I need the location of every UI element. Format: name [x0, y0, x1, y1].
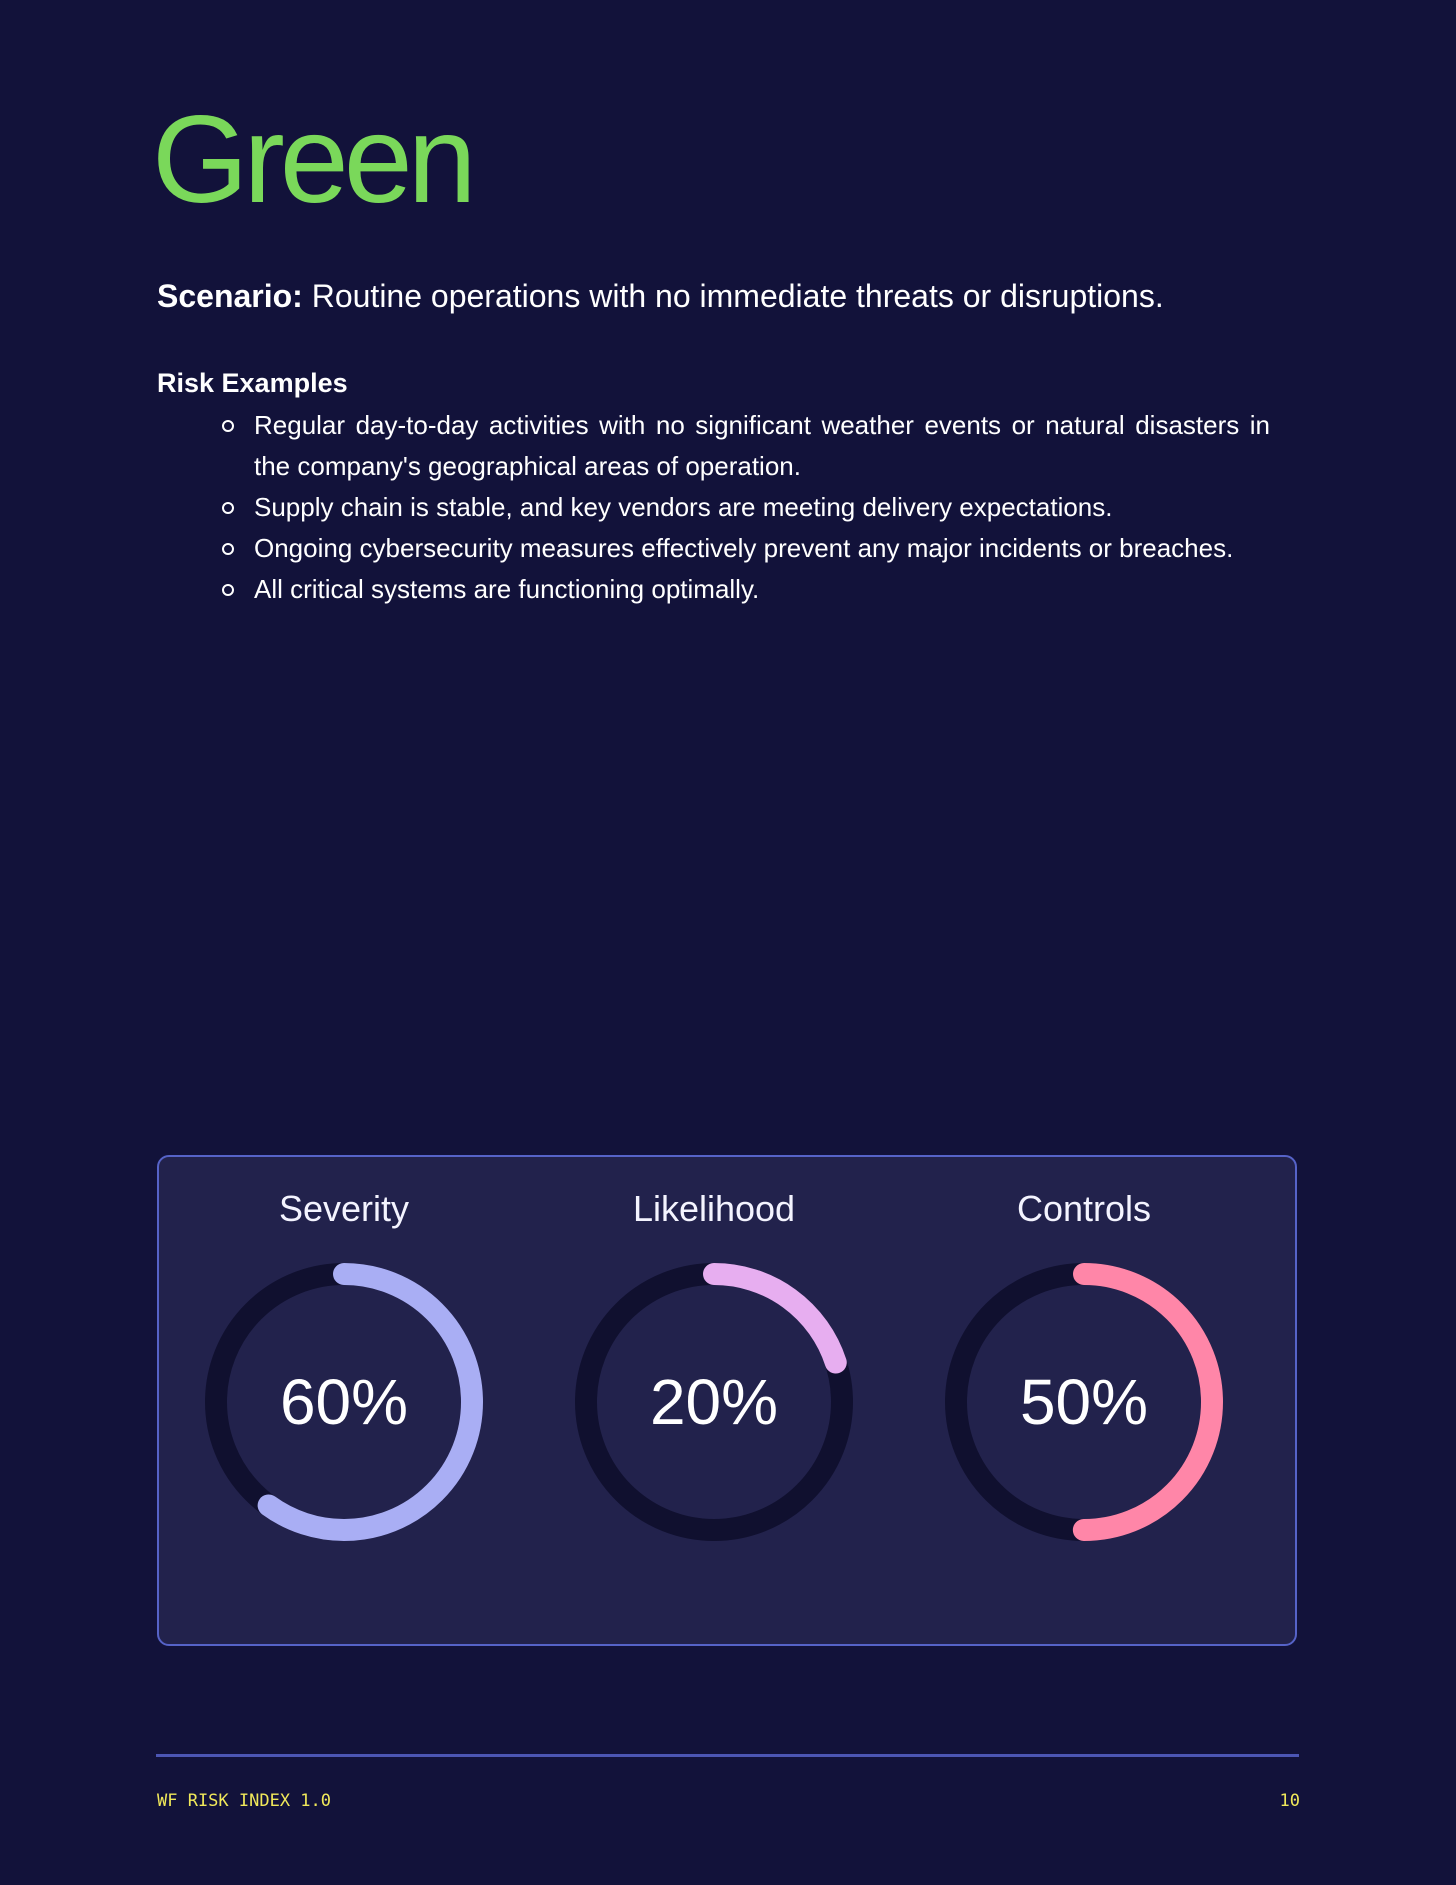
controls-metric: [899, 1157, 1269, 1557]
bullet-icon: [222, 584, 234, 596]
risk-example-text: Ongoing cybersecurity measures effectively prevent any major incidents or breaches.: [254, 533, 1234, 563]
metric-value: 50%: [1019, 1366, 1149, 1438]
bullet-icon: [222, 502, 234, 514]
metric-label: Severity: [278, 1188, 410, 1229]
risk-example-item: [254, 528, 1270, 569]
risk-example-item: [254, 487, 1270, 528]
likelihood-metric: [529, 1157, 899, 1557]
footer-divider: [156, 1754, 1299, 1757]
risk-examples-list: [254, 405, 1270, 610]
bullet-icon: [222, 420, 234, 432]
risk-example-text: Regular day-to-day activities with no significant weather events or natural disasters in the company's geographical areas of operation.: [254, 410, 1270, 481]
risk-example-text: All critical systems are functioning optimally.: [254, 574, 760, 604]
metric-label: Likelihood: [632, 1188, 796, 1229]
severity-metric: [159, 1157, 529, 1557]
risk-example-text: Supply chain is stable, and key vendors are meeting delivery expectations.: [254, 492, 1113, 522]
risk-example-item: [254, 405, 1270, 487]
scenario-text: [157, 276, 1307, 316]
risk-metrics-card: [157, 1155, 1297, 1646]
scenario-label: Scenario:: [157, 278, 303, 314]
metric-value: 20%: [649, 1366, 779, 1438]
risk-example-item: [254, 569, 1270, 610]
bullet-icon: [222, 543, 234, 555]
page-title: Green: [152, 91, 472, 229]
page-number: 10: [1279, 1791, 1300, 1811]
document-footer-title: WF RISK INDEX 1.0: [157, 1791, 331, 1811]
scenario-description: Routine operations with no immediate threats or disruptions.: [311, 278, 1164, 314]
metric-label: Controls: [1016, 1188, 1152, 1229]
risk-examples-heading: Risk Examples: [157, 368, 348, 398]
metric-value: 60%: [279, 1366, 409, 1438]
